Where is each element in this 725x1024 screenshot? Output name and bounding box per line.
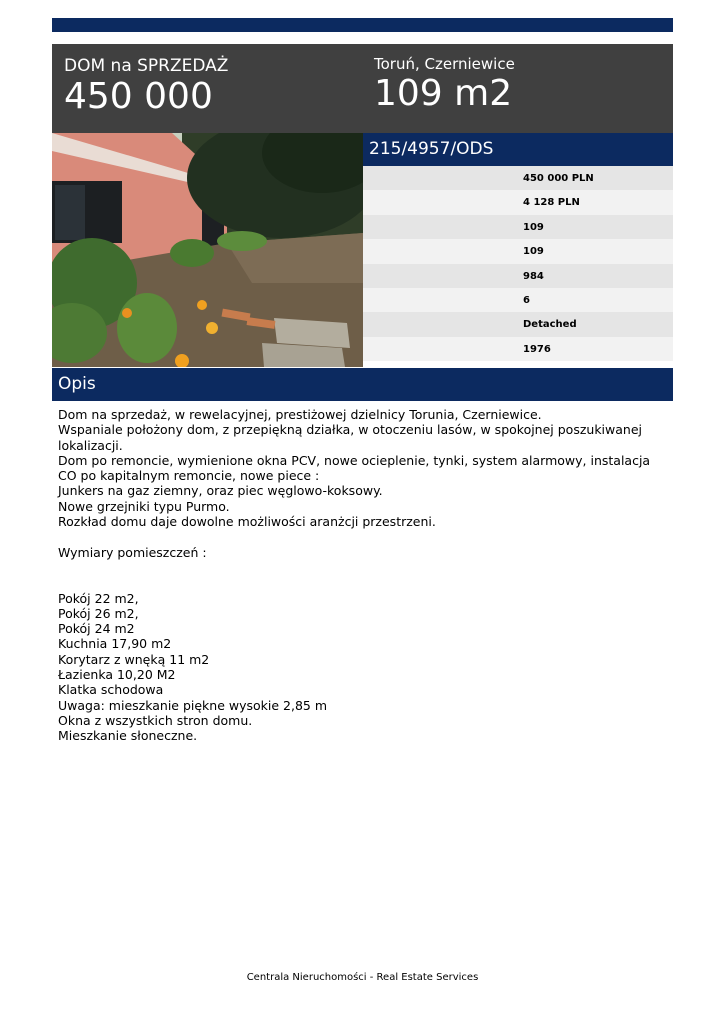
spec-table [363, 166, 673, 361]
spec-value: 6 [523, 294, 530, 306]
reference-number: 215/4957/ODS [363, 133, 673, 166]
rooms-header: Wymiary pomieszczeń : [58, 544, 207, 560]
spec-row [363, 190, 673, 214]
description-heading: Opis [52, 368, 673, 401]
listing-header [52, 44, 673, 133]
room-item: Mieszkanie słoneczne. [58, 728, 198, 744]
spec-row [363, 264, 673, 288]
description-body [58, 407, 668, 744]
spec-value: 109 [523, 221, 544, 233]
footer-text: Centrala Nieruchomości - Real Estate Services [246, 972, 479, 983]
room-item: Korytarz z wnęką 11 m2 [58, 651, 210, 667]
description-line: Rozkład domu daje dowolne możliwości aranżcji przestrzeni. [58, 514, 436, 530]
description-line: Dom na sprzedaż, w rewelacyjnej, prestiżowej dzielnicy Torunia, Czerniewice. [58, 407, 542, 422]
room-item: Łazienka 10,20 M2 [58, 667, 176, 683]
listing-area: 109 m2 [374, 73, 513, 114]
spec-row [363, 337, 673, 361]
spec-row [363, 166, 673, 190]
property-photo [52, 133, 363, 367]
room-item: Pokój 24 m2 [58, 621, 135, 637]
spec-value: 109 [523, 246, 544, 258]
spec-row [363, 215, 673, 239]
description-line: Junkers na gaz ziemny, oraz piec węglowo-koksowy. [58, 483, 383, 499]
description-line: Wspaniale położony dom, z przepiękną działka, w otoczeniu lasów, w spokojnej poszukiwanej lokalizacji. [58, 422, 643, 453]
room-item: Pokój 26 m2, [58, 605, 139, 621]
listing-type: DOM na SPRZEDAŻ [64, 56, 229, 76]
spec-row [363, 288, 673, 312]
spec-value: Detached [523, 319, 577, 331]
spec-value: 984 [523, 270, 544, 282]
spec-value: 1976 [523, 343, 551, 355]
room-item: Klatka schodowa [58, 682, 164, 698]
room-item: Okna z wszystkich stron domu. [58, 712, 253, 728]
listing-location: Toruń, Czerniewice [374, 55, 515, 73]
listing-price: 450 000 [64, 76, 213, 117]
spec-row [363, 312, 673, 336]
spec-row [363, 239, 673, 263]
spec-value: 450 000 PLN [523, 173, 594, 184]
spec-value: 4 128 PLN [523, 197, 580, 209]
top-accent-bar [52, 18, 673, 32]
description-line: Dom po remoncie, wymienione okna PCV, nowe ocieplenie, tynki, system alarmowy, instalacja CO po kapitalnym remoncie, nowe piece : [58, 452, 651, 484]
room-item: Kuchnia 17,90 m2 [58, 636, 172, 652]
room-item: Pokój 22 m2, [58, 590, 139, 606]
description-line: Nowe grzejniki typu Purmo. [58, 498, 230, 514]
room-item: Uwaga: mieszkanie piękne wysokie 2,85 m [58, 697, 328, 713]
